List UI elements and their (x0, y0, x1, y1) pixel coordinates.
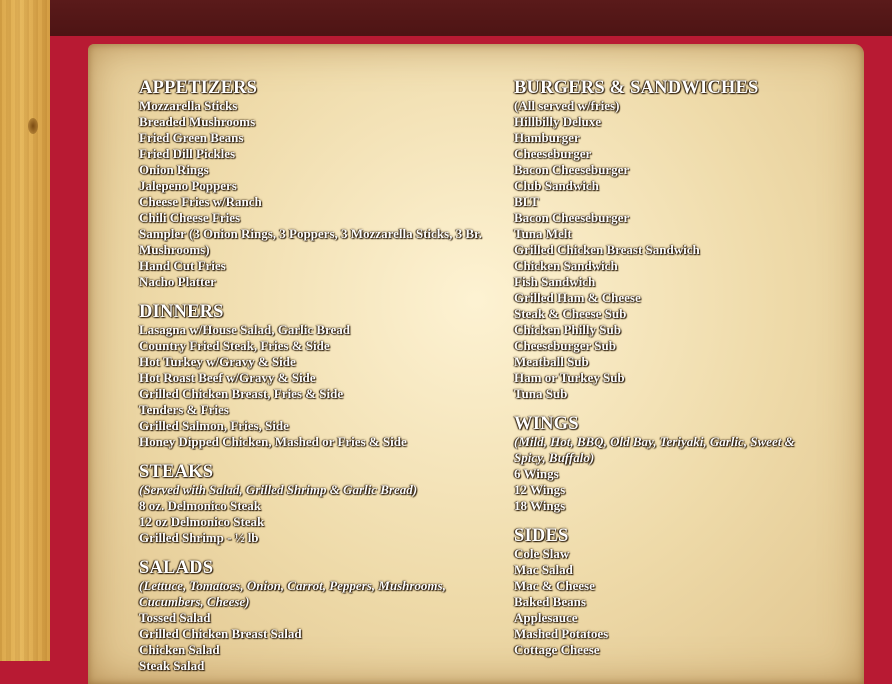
sides-heading: SIDES (514, 526, 569, 546)
menu-item: Tenders & Fries (139, 402, 229, 417)
menu-item: Grilled Chicken Breast Sandwich (514, 242, 700, 257)
burgers-heading: BURGERS & SANDWICHES (514, 78, 759, 98)
menu-item: Cheese Fries w/Ranch (139, 194, 262, 209)
menu-item: Cheeseburger Sub (514, 338, 616, 353)
menu-item: Breaded Mushrooms (139, 114, 256, 129)
menu-item: Grilled Salmon, Fries, Side (139, 418, 289, 433)
menu-item: Club Sandwich (514, 178, 599, 193)
salads-section (139, 556, 494, 674)
menu-item: Sampler (3 Onion Rings, 3 Poppers, 3 Mozzarella Sticks, 3 Br. Mushrooms) (139, 226, 482, 257)
menu-item: Cheeseburger (514, 146, 592, 161)
menu-item: Lasagna w/House Salad, Garlic Bread (139, 322, 351, 337)
wood-knot (28, 118, 38, 134)
menu-item: Chicken Philly Sub (514, 322, 621, 337)
burgers-note: (All served w/fries) (514, 98, 620, 113)
salads-heading: SALADS (139, 558, 214, 578)
menu-item: Fish Sandwich (514, 274, 596, 289)
wood-panel (0, 0, 50, 661)
menu-right-column (514, 76, 809, 668)
menu-item: Tossed Salad (139, 610, 211, 625)
menu-item: Grilled Shrimp - ½ lb (139, 530, 259, 545)
menu-item: Mashed Potatoes (514, 626, 609, 641)
menu-item: Nacho Platter (139, 274, 216, 289)
menu-item: Hot Turkey w/Gravy & Side (139, 354, 296, 369)
menu-item: Tuna Melt (514, 226, 572, 241)
menu-item: Mozzarella Sticks (139, 98, 238, 113)
menu-item: Chicken Salad (139, 642, 220, 657)
menu-item: Hot Roast Beef w/Gravy & Side (139, 370, 316, 385)
menu-item: Country Fried Steak, Fries & Side (139, 338, 330, 353)
menu-item: Steak Salad (139, 658, 205, 673)
burgers-section (514, 76, 809, 402)
menu-item: Cottage Cheese (514, 642, 600, 657)
menu-item: Bacon Cheeseburger (514, 162, 630, 177)
menu-item: Hand Cut Fries (139, 258, 226, 273)
menu-item: Steak & Cheese Sub (514, 306, 627, 321)
menu-item: Mac & Cheese (514, 578, 595, 593)
appetizers-list (139, 98, 494, 290)
menu-item: Applesauce (514, 610, 578, 625)
menu-item: Honey Dipped Chicken, Mashed or Fries & Side (139, 434, 407, 449)
menu-item: Meatball Sub (514, 354, 589, 369)
menu-item: Tuna Sub (514, 386, 568, 401)
menu-item: 6 Wings (514, 466, 559, 481)
menu-item: Grilled Ham & Cheese (514, 290, 641, 305)
menu-left-column (139, 76, 494, 684)
wings-note: (Mild, Hot, BBQ, Old Bay, Teriyaki, Garlic, Sweet & Spicy, Buffalo) (514, 434, 795, 465)
sides-section (514, 524, 809, 658)
menu-item: Chili Cheese Fries (139, 210, 241, 225)
salads-note: (Lettuce, Tomatoes, Onion, Carrot, Peppers, Mushrooms, Cucumbers, Cheese) (139, 578, 446, 609)
wings-section (514, 412, 809, 514)
menu-item: Chicken Sandwich (514, 258, 618, 273)
wings-heading: WINGS (514, 414, 579, 434)
top-bar (50, 0, 892, 36)
menu-item: Grilled Chicken Breast, Fries & Side (139, 386, 344, 401)
menu-item: Ham or Turkey Sub (514, 370, 625, 385)
menu-item: Baked Beans (514, 594, 586, 609)
menu-item: Hillbilly Deluxe (514, 114, 602, 129)
menu-item: 18 Wings (514, 498, 566, 513)
steaks-note: (Served with Salad, Grilled Shrimp & Garlic Bread) (139, 482, 418, 497)
menu-item: Fried Green Beans (139, 130, 244, 145)
steaks-section (139, 460, 494, 546)
menu-item: Onion Rings (139, 162, 209, 177)
menu-item: Cole Slaw (514, 546, 570, 561)
dinners-heading: DINNERS (139, 302, 224, 322)
menu-item: Bacon Cheeseburger (514, 210, 630, 225)
steaks-heading: STEAKS (139, 462, 214, 482)
menu-item: Hamburger (514, 130, 580, 145)
menu-item: Mac Salad (514, 562, 573, 577)
menu-item: 12 Wings (514, 482, 566, 497)
menu-item: BLT (514, 194, 539, 209)
menu-item: Fried Dill Pickles (139, 146, 236, 161)
appetizers-section (139, 76, 494, 290)
appetizers-heading: APPETIZERS (139, 78, 258, 98)
menu-item: Grilled Chicken Breast Salad (139, 626, 302, 641)
dinners-section (139, 300, 494, 450)
menu-item: 12 oz Delmonico Steak (139, 514, 265, 529)
menu-item: Jalepeno Poppers (139, 178, 237, 193)
menu-item: 8 oz. Delmonico Steak (139, 498, 262, 513)
